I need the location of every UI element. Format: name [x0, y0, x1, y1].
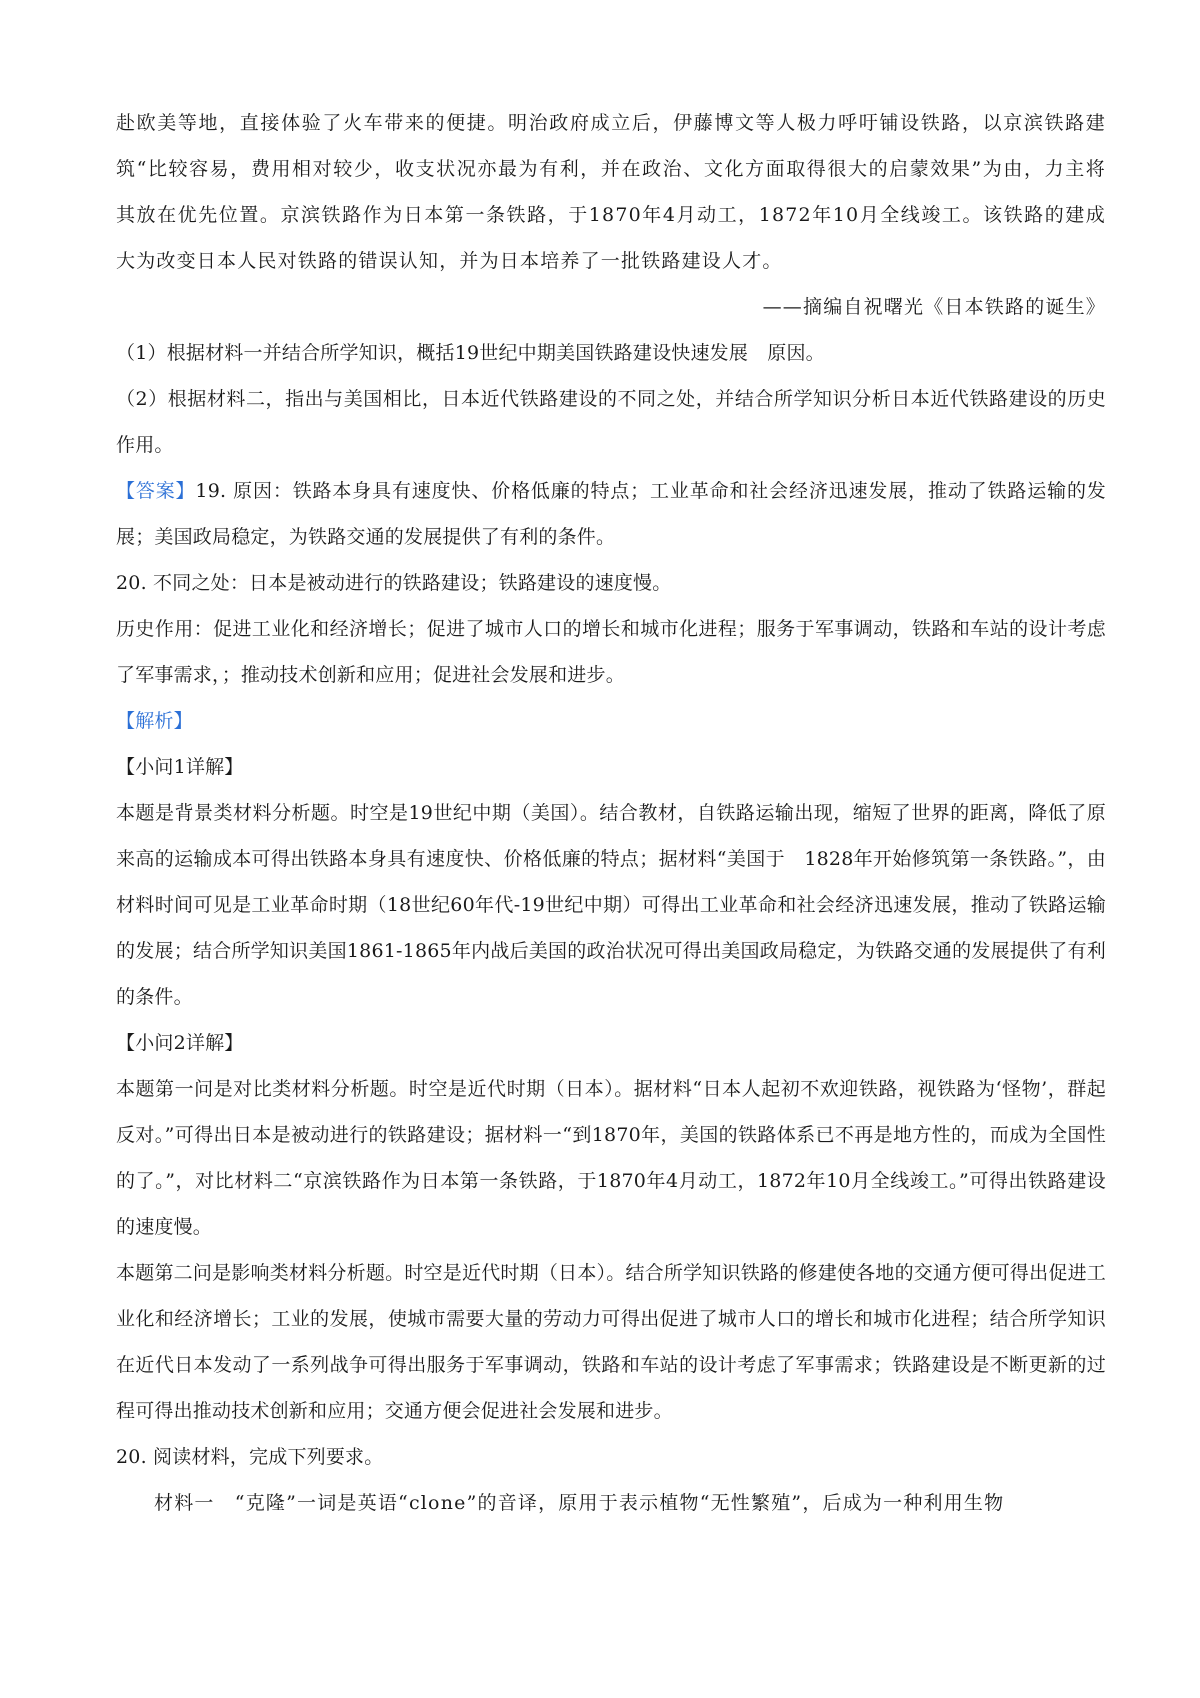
- sub-question-2-body-second: 本题第二问是影响类材料分析题。时空是近代时期（日本）。结合所学知识铁路的修建使各地的交通方便可得出促进工业化和经济增长；工业的发展，使城市需要大量的劳动力可得出促进了城市人口的增长和城市化进程；结合所学知识在近代日本发动了一系列战争可得出服务于军事调动，铁路和车站的设计考虑了军事需求；铁路建设是不断更新的过程可得出推动技术创新和应用；交通方便会促进社会发展和进步。: [116, 1262, 1106, 1422]
- sub-question-2-body-first: 本题第一问是对比类材料分析题。时空是近代时期（日本）。据材料“日本人起初不欢迎铁路，视铁路为‘怪物’，群起反对。”可得出日本是被动进行的铁路建设；据材料一“到1870年，美国的铁路体系已不再是地方性的，而成为全国性的了。”，对比材料二“京滨铁路作为日本第一条铁路，于1870年4月动工，1872年10月全线竣工。”可得出铁路建设的速度慢。: [116, 1078, 1106, 1238]
- question-20-material-one: 材料一 “克隆”一词是英语“clone”的音译，原用于表示植物“无性繁殖”，后成为一种利用生物: [154, 1492, 1005, 1514]
- sub-question-1-heading: 【小问1详解】: [116, 756, 244, 778]
- document-page: [116, 100, 1106, 1526]
- material-two-source: ——摘编自祝曙光《日本铁路的诞生》: [762, 296, 1106, 318]
- question-2: （2）根据材料二，指出与美国相比，日本近代铁路建设的不同之处，并结合所学知识分析日本近代铁路建设的历史作用。: [116, 388, 1106, 456]
- answer-label: 【答案】: [116, 480, 196, 502]
- answer-20-role: 历史作用：促进工业化和经济增长；促进了城市人口的增长和城市化进程；服务于军事调动，铁路和车站的设计考虑了军事需求，；推动技术创新和应用；促进社会发展和进步。: [116, 618, 1106, 686]
- question-20-title: 20. 阅读材料，完成下列要求。: [116, 1446, 384, 1468]
- material-two-text: 赴欧美等地，直接体验了火车带来的便捷。明治政府成立后，伊藤博文等人极力呼吁铺设铁路，以京滨铁路建筑“比较容易，费用相对较少，收支状况亦最为有利，并在政治、文化方面取得很大的启蒙效果”为由，力主将其放在优先位置。京滨铁路作为日本第一条铁路，于1870年4月动工，1872年10月全线竣工。该铁路的建成大为改变日本人民对铁路的错误认知，并为日本培养了一批铁路建设人才。: [116, 112, 1106, 272]
- analysis-label: 【解析】: [116, 710, 193, 732]
- sub-question-1-body: 本题是背景类材料分析题。时空是19世纪中期（美国）。结合教材，自铁路运输出现，缩短了世界的距离，降低了原来高的运输成本可得出铁路本身具有速度快、价格低廉的特点；据材料“美国于 1828年开始修筑第一条铁路。”，由材料时间可见是工业革命时期（18世纪60年代-19世纪中期）可得出工业革命和社会经济迅速发展，推动了铁路运输的发展；结合所学知识美国1861-1865年内战后美国的政治状况可得出美国政局稳定，为铁路交通的发展提供了有利的条件。: [116, 802, 1106, 1008]
- answer-19: [116, 468, 1106, 560]
- sub-question-2-heading: 【小问2详解】: [116, 1032, 244, 1054]
- question-1: （1）根据材料一并结合所学知识，概括19世纪中期美国铁路建设快速发展 原因。: [116, 342, 825, 364]
- answer-19-text: 19. 原因：铁路本身具有速度快、价格低廉的特点；工业革命和社会经济迅速发展，推动了铁路运输的发展；美国政局稳定，为铁路交通的发展提供了有利的条件。: [116, 480, 1106, 548]
- answer-20-difference: 20. 不同之处：日本是被动进行的铁路建设；铁路建设的速度慢。: [116, 572, 672, 594]
